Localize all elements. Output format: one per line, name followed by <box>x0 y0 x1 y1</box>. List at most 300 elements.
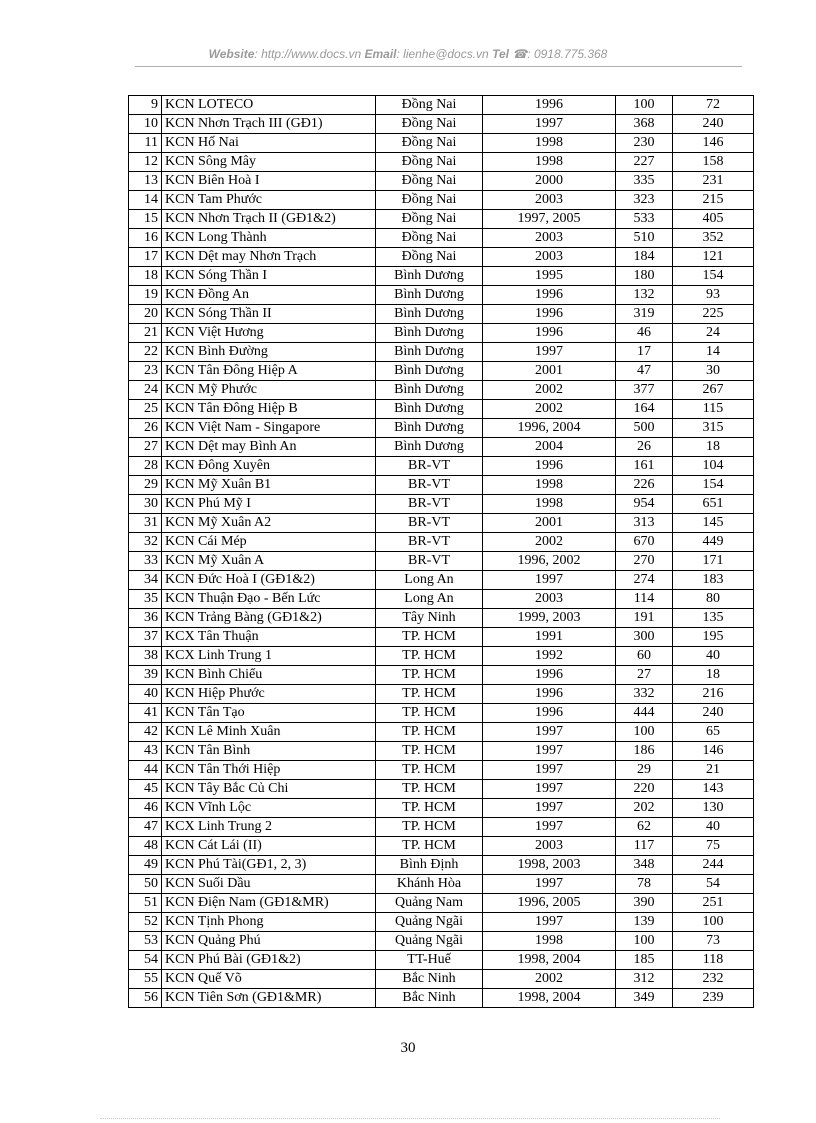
area-industrial-cell: 40 <box>673 818 754 837</box>
row-number-cell: 16 <box>129 229 162 248</box>
zone-name-cell: KCN LOTECO <box>162 96 376 115</box>
zone-name-cell: KCN Hiệp Phước <box>162 685 376 704</box>
area-industrial-cell: 244 <box>673 856 754 875</box>
table-row <box>129 894 754 913</box>
year-cell: 1998 <box>483 495 616 514</box>
table-row <box>129 115 754 134</box>
year-cell: 1997 <box>483 780 616 799</box>
year-cell: 1996 <box>483 286 616 305</box>
area-industrial-cell: 315 <box>673 419 754 438</box>
area-industrial-cell: 215 <box>673 191 754 210</box>
area-total-cell: 319 <box>616 305 673 324</box>
table-row <box>129 419 754 438</box>
province-cell: Bắc Ninh <box>376 970 483 989</box>
email-value: : lienhe@docs.vn <box>396 47 489 61</box>
area-industrial-cell: 267 <box>673 381 754 400</box>
area-industrial-cell: 251 <box>673 894 754 913</box>
table-row <box>129 685 754 704</box>
industrial-zones-table <box>128 95 754 1008</box>
row-number-cell: 47 <box>129 818 162 837</box>
zone-name-cell: KCX Tân Thuận <box>162 628 376 647</box>
zone-name-cell: KCN Tân Bình <box>162 742 376 761</box>
area-industrial-cell: 216 <box>673 685 754 704</box>
area-industrial-cell: 449 <box>673 533 754 552</box>
province-cell: BR-VT <box>376 514 483 533</box>
row-number-cell: 36 <box>129 609 162 628</box>
province-cell: TP. HCM <box>376 704 483 723</box>
area-total-cell: 300 <box>616 628 673 647</box>
year-cell: 1998 <box>483 153 616 172</box>
zone-name-cell: KCN Biên Hoà I <box>162 172 376 191</box>
year-cell: 1997 <box>483 115 616 134</box>
table-row <box>129 628 754 647</box>
row-number-cell: 30 <box>129 495 162 514</box>
area-total-cell: 954 <box>616 495 673 514</box>
area-industrial-cell: 115 <box>673 400 754 419</box>
row-number-cell: 29 <box>129 476 162 495</box>
province-cell: TP. HCM <box>376 761 483 780</box>
province-cell: Bình Dương <box>376 419 483 438</box>
province-cell: TP. HCM <box>376 837 483 856</box>
zone-name-cell: KCN Nhơn Trạch III (GĐ1) <box>162 115 376 134</box>
table-row <box>129 229 754 248</box>
table-row <box>129 666 754 685</box>
table-row <box>129 571 754 590</box>
area-industrial-cell: 239 <box>673 989 754 1008</box>
row-number-cell: 39 <box>129 666 162 685</box>
province-cell: TP. HCM <box>376 799 483 818</box>
province-cell: TP. HCM <box>376 647 483 666</box>
area-total-cell: 390 <box>616 894 673 913</box>
province-cell: BR-VT <box>376 457 483 476</box>
province-cell: Bình Định <box>376 856 483 875</box>
year-cell: 1991 <box>483 628 616 647</box>
area-industrial-cell: 240 <box>673 115 754 134</box>
province-cell: Bình Dương <box>376 400 483 419</box>
table-row <box>129 210 754 229</box>
row-number-cell: 19 <box>129 286 162 305</box>
zone-name-cell: KCN Tam Phước <box>162 191 376 210</box>
area-total-cell: 132 <box>616 286 673 305</box>
table-row <box>129 400 754 419</box>
row-number-cell: 26 <box>129 419 162 438</box>
table-row <box>129 381 754 400</box>
province-cell: BR-VT <box>376 476 483 495</box>
row-number-cell: 24 <box>129 381 162 400</box>
zone-name-cell: KCN Đức Hoà I (GĐ1&2) <box>162 571 376 590</box>
table-row <box>129 590 754 609</box>
table-row <box>129 248 754 267</box>
area-industrial-cell: 75 <box>673 837 754 856</box>
phone-icon: ☎ <box>512 47 528 61</box>
zone-name-cell: KCN Điện Nam (GĐ1&MR) <box>162 894 376 913</box>
area-total-cell: 323 <box>616 191 673 210</box>
area-total-cell: 226 <box>616 476 673 495</box>
zone-name-cell: KCN Sóng Thần I <box>162 267 376 286</box>
area-total-cell: 270 <box>616 552 673 571</box>
table-row <box>129 96 754 115</box>
province-cell: BR-VT <box>376 552 483 571</box>
area-total-cell: 510 <box>616 229 673 248</box>
area-total-cell: 312 <box>616 970 673 989</box>
year-cell: 1996 <box>483 666 616 685</box>
area-total-cell: 670 <box>616 533 673 552</box>
area-industrial-cell: 73 <box>673 932 754 951</box>
zone-name-cell: KCN Quế Võ <box>162 970 376 989</box>
year-cell: 1998 <box>483 932 616 951</box>
area-industrial-cell: 14 <box>673 343 754 362</box>
table-row <box>129 647 754 666</box>
row-number-cell: 28 <box>129 457 162 476</box>
area-total-cell: 180 <box>616 267 673 286</box>
area-industrial-cell: 195 <box>673 628 754 647</box>
table-row <box>129 438 754 457</box>
table-row <box>129 951 754 970</box>
area-total-cell: 227 <box>616 153 673 172</box>
zone-name-cell: KCN Tịnh Phong <box>162 913 376 932</box>
table-body <box>129 96 754 1008</box>
area-total-cell: 17 <box>616 343 673 362</box>
row-number-cell: 54 <box>129 951 162 970</box>
year-cell: 1997 <box>483 818 616 837</box>
area-total-cell: 220 <box>616 780 673 799</box>
zone-name-cell: KCN Sóng Thần II <box>162 305 376 324</box>
area-industrial-cell: 171 <box>673 552 754 571</box>
area-total-cell: 161 <box>616 457 673 476</box>
row-number-cell: 48 <box>129 837 162 856</box>
row-number-cell: 11 <box>129 134 162 153</box>
province-cell: Đồng Nai <box>376 191 483 210</box>
table-row <box>129 514 754 533</box>
province-cell: TP. HCM <box>376 780 483 799</box>
footer-divider <box>100 1118 720 1119</box>
zone-name-cell: KCN Sông Mây <box>162 153 376 172</box>
row-number-cell: 56 <box>129 989 162 1008</box>
area-industrial-cell: 154 <box>673 267 754 286</box>
row-number-cell: 41 <box>129 704 162 723</box>
province-cell: TP. HCM <box>376 723 483 742</box>
area-total-cell: 335 <box>616 172 673 191</box>
year-cell: 1997 <box>483 343 616 362</box>
area-total-cell: 139 <box>616 913 673 932</box>
year-cell: 1997, 2005 <box>483 210 616 229</box>
year-cell: 2001 <box>483 514 616 533</box>
year-cell: 1996 <box>483 324 616 343</box>
province-cell: Khánh Hòa <box>376 875 483 894</box>
year-cell: 1997 <box>483 913 616 932</box>
area-industrial-cell: 93 <box>673 286 754 305</box>
row-number-cell: 20 <box>129 305 162 324</box>
row-number-cell: 14 <box>129 191 162 210</box>
area-total-cell: 274 <box>616 571 673 590</box>
year-cell: 2003 <box>483 229 616 248</box>
area-total-cell: 500 <box>616 419 673 438</box>
table-row <box>129 172 754 191</box>
zone-name-cell: KCN Quảng Phú <box>162 932 376 951</box>
row-number-cell: 55 <box>129 970 162 989</box>
year-cell: 1998, 2004 <box>483 951 616 970</box>
area-total-cell: 202 <box>616 799 673 818</box>
area-total-cell: 26 <box>616 438 673 457</box>
year-cell: 1996, 2002 <box>483 552 616 571</box>
row-number-cell: 25 <box>129 400 162 419</box>
year-cell: 2003 <box>483 590 616 609</box>
area-industrial-cell: 232 <box>673 970 754 989</box>
province-cell: Quảng Nam <box>376 894 483 913</box>
zone-name-cell: KCN Việt Nam - Singapore <box>162 419 376 438</box>
province-cell: Đồng Nai <box>376 96 483 115</box>
province-cell: Đồng Nai <box>376 210 483 229</box>
province-cell: Đồng Nai <box>376 153 483 172</box>
province-cell: Bình Dương <box>376 381 483 400</box>
zone-name-cell: KCN Vĩnh Lộc <box>162 799 376 818</box>
zone-name-cell: KCN Bình Đường <box>162 343 376 362</box>
area-industrial-cell: 21 <box>673 761 754 780</box>
table-row <box>129 134 754 153</box>
zone-name-cell: KCN Bình Chiểu <box>162 666 376 685</box>
province-cell: Đồng Nai <box>376 134 483 153</box>
area-industrial-cell: 183 <box>673 571 754 590</box>
zone-name-cell: KCN Cát Lái (II) <box>162 837 376 856</box>
row-number-cell: 9 <box>129 96 162 115</box>
province-cell: Đồng Nai <box>376 172 483 191</box>
table-row <box>129 742 754 761</box>
area-industrial-cell: 104 <box>673 457 754 476</box>
area-total-cell: 117 <box>616 837 673 856</box>
row-number-cell: 13 <box>129 172 162 191</box>
area-total-cell: 191 <box>616 609 673 628</box>
zone-name-cell: KCN Thuận Đạo - Bến Lức <box>162 590 376 609</box>
table-row <box>129 552 754 571</box>
area-industrial-cell: 18 <box>673 666 754 685</box>
row-number-cell: 18 <box>129 267 162 286</box>
table-row <box>129 305 754 324</box>
area-total-cell: 313 <box>616 514 673 533</box>
area-industrial-cell: 118 <box>673 951 754 970</box>
zone-name-cell: KCN Mỹ Xuân A2 <box>162 514 376 533</box>
table-row <box>129 343 754 362</box>
area-total-cell: 60 <box>616 647 673 666</box>
zone-name-cell: KCN Đồng An <box>162 286 376 305</box>
table-row <box>129 609 754 628</box>
table-row <box>129 799 754 818</box>
table-row <box>129 286 754 305</box>
province-cell: TP. HCM <box>376 742 483 761</box>
row-number-cell: 10 <box>129 115 162 134</box>
year-cell: 2003 <box>483 837 616 856</box>
area-total-cell: 100 <box>616 932 673 951</box>
zone-name-cell: KCN Dệt may Bình An <box>162 438 376 457</box>
province-cell: TT-Huế <box>376 951 483 970</box>
area-total-cell: 348 <box>616 856 673 875</box>
zone-name-cell: KCN Hố Nai <box>162 134 376 153</box>
row-number-cell: 33 <box>129 552 162 571</box>
zone-name-cell: KCN Phú Mỹ I <box>162 495 376 514</box>
area-industrial-cell: 54 <box>673 875 754 894</box>
province-cell: Bình Dương <box>376 362 483 381</box>
year-cell: 1998 <box>483 476 616 495</box>
province-cell: TP. HCM <box>376 685 483 704</box>
zone-name-cell: KCN Tân Tạo <box>162 704 376 723</box>
area-total-cell: 444 <box>616 704 673 723</box>
row-number-cell: 12 <box>129 153 162 172</box>
page-header <box>0 47 816 61</box>
area-total-cell: 349 <box>616 989 673 1008</box>
province-cell: Long An <box>376 571 483 590</box>
area-industrial-cell: 146 <box>673 134 754 153</box>
area-total-cell: 100 <box>616 723 673 742</box>
year-cell: 1998, 2003 <box>483 856 616 875</box>
province-cell: Tây Ninh <box>376 609 483 628</box>
year-cell: 1996 <box>483 305 616 324</box>
year-cell: 1992 <box>483 647 616 666</box>
zone-name-cell: KCN Long Thành <box>162 229 376 248</box>
table-row <box>129 970 754 989</box>
area-total-cell: 29 <box>616 761 673 780</box>
area-total-cell: 114 <box>616 590 673 609</box>
province-cell: BR-VT <box>376 495 483 514</box>
area-industrial-cell: 130 <box>673 799 754 818</box>
year-cell: 2000 <box>483 172 616 191</box>
table-row <box>129 267 754 286</box>
province-cell: Đồng Nai <box>376 229 483 248</box>
year-cell: 2004 <box>483 438 616 457</box>
zone-name-cell: KCN Cái Mép <box>162 533 376 552</box>
table-row <box>129 533 754 552</box>
area-industrial-cell: 143 <box>673 780 754 799</box>
area-industrial-cell: 405 <box>673 210 754 229</box>
area-industrial-cell: 65 <box>673 723 754 742</box>
year-cell: 2002 <box>483 400 616 419</box>
zone-name-cell: KCN Mỹ Xuân B1 <box>162 476 376 495</box>
row-number-cell: 22 <box>129 343 162 362</box>
area-total-cell: 185 <box>616 951 673 970</box>
row-number-cell: 21 <box>129 324 162 343</box>
province-cell: Bình Dương <box>376 267 483 286</box>
area-industrial-cell: 146 <box>673 742 754 761</box>
row-number-cell: 37 <box>129 628 162 647</box>
zone-name-cell: KCX Linh Trung 2 <box>162 818 376 837</box>
email-label: Email <box>364 47 397 61</box>
year-cell: 2002 <box>483 381 616 400</box>
table-row <box>129 723 754 742</box>
row-number-cell: 34 <box>129 571 162 590</box>
year-cell: 1997 <box>483 875 616 894</box>
year-cell: 2001 <box>483 362 616 381</box>
row-number-cell: 40 <box>129 685 162 704</box>
year-cell: 1998 <box>483 134 616 153</box>
row-number-cell: 27 <box>129 438 162 457</box>
area-industrial-cell: 40 <box>673 647 754 666</box>
zone-name-cell: KCN Nhơn Trạch II (GĐ1&2) <box>162 210 376 229</box>
table-row <box>129 495 754 514</box>
year-cell: 1998, 2004 <box>483 989 616 1008</box>
area-total-cell: 377 <box>616 381 673 400</box>
province-cell: Đồng Nai <box>376 248 483 267</box>
row-number-cell: 42 <box>129 723 162 742</box>
year-cell: 2002 <box>483 970 616 989</box>
table-row <box>129 837 754 856</box>
area-industrial-cell: 240 <box>673 704 754 723</box>
zone-name-cell: KCN Phú Bài (GĐ1&2) <box>162 951 376 970</box>
row-number-cell: 45 <box>129 780 162 799</box>
province-cell: TP. HCM <box>376 666 483 685</box>
row-number-cell: 31 <box>129 514 162 533</box>
table-row <box>129 324 754 343</box>
website-value: : http://www.docs.vn <box>254 47 362 61</box>
province-cell: Bình Dương <box>376 438 483 457</box>
row-number-cell: 35 <box>129 590 162 609</box>
row-number-cell: 51 <box>129 894 162 913</box>
province-cell: Long An <box>376 590 483 609</box>
year-cell: 1997 <box>483 742 616 761</box>
table-row <box>129 875 754 894</box>
province-cell: Bình Dương <box>376 305 483 324</box>
province-cell: Quảng Ngãi <box>376 913 483 932</box>
table-row <box>129 153 754 172</box>
table-row <box>129 362 754 381</box>
area-total-cell: 332 <box>616 685 673 704</box>
area-total-cell: 100 <box>616 96 673 115</box>
area-industrial-cell: 158 <box>673 153 754 172</box>
zone-name-cell: KCN Tân Đông Hiệp B <box>162 400 376 419</box>
province-cell: Quảng Ngãi <box>376 932 483 951</box>
area-industrial-cell: 135 <box>673 609 754 628</box>
website-label: Website <box>208 47 255 61</box>
zone-name-cell: KCN Trảng Bàng (GĐ1&2) <box>162 609 376 628</box>
zone-name-cell: KCN Lê Minh Xuân <box>162 723 376 742</box>
table-row <box>129 856 754 875</box>
area-total-cell: 78 <box>616 875 673 894</box>
row-number-cell: 15 <box>129 210 162 229</box>
province-cell: BR-VT <box>376 533 483 552</box>
zone-name-cell: KCN Tiên Sơn (GĐ1&MR) <box>162 989 376 1008</box>
area-total-cell: 533 <box>616 210 673 229</box>
area-total-cell: 62 <box>616 818 673 837</box>
area-industrial-cell: 24 <box>673 324 754 343</box>
year-cell: 2003 <box>483 191 616 210</box>
table-row <box>129 457 754 476</box>
area-industrial-cell: 231 <box>673 172 754 191</box>
table-row <box>129 913 754 932</box>
year-cell: 1996 <box>483 457 616 476</box>
zone-name-cell: KCN Tân Thới Hiệp <box>162 761 376 780</box>
area-industrial-cell: 72 <box>673 96 754 115</box>
zone-name-cell: KCN Đông Xuyên <box>162 457 376 476</box>
area-industrial-cell: 154 <box>673 476 754 495</box>
table-row <box>129 476 754 495</box>
table-row <box>129 704 754 723</box>
area-industrial-cell: 225 <box>673 305 754 324</box>
year-cell: 1997 <box>483 799 616 818</box>
province-cell: Đồng Nai <box>376 115 483 134</box>
area-industrial-cell: 651 <box>673 495 754 514</box>
province-cell: TP. HCM <box>376 628 483 647</box>
area-industrial-cell: 121 <box>673 248 754 267</box>
province-cell: Bắc Ninh <box>376 989 483 1008</box>
row-number-cell: 53 <box>129 932 162 951</box>
row-number-cell: 44 <box>129 761 162 780</box>
row-number-cell: 49 <box>129 856 162 875</box>
area-total-cell: 164 <box>616 400 673 419</box>
province-cell: Bình Dương <box>376 324 483 343</box>
area-industrial-cell: 145 <box>673 514 754 533</box>
area-industrial-cell: 80 <box>673 590 754 609</box>
year-cell: 1999, 2003 <box>483 609 616 628</box>
zone-name-cell: KCN Suối Dầu <box>162 875 376 894</box>
row-number-cell: 32 <box>129 533 162 552</box>
tel-value: : 0918.775.368 <box>527 47 608 61</box>
